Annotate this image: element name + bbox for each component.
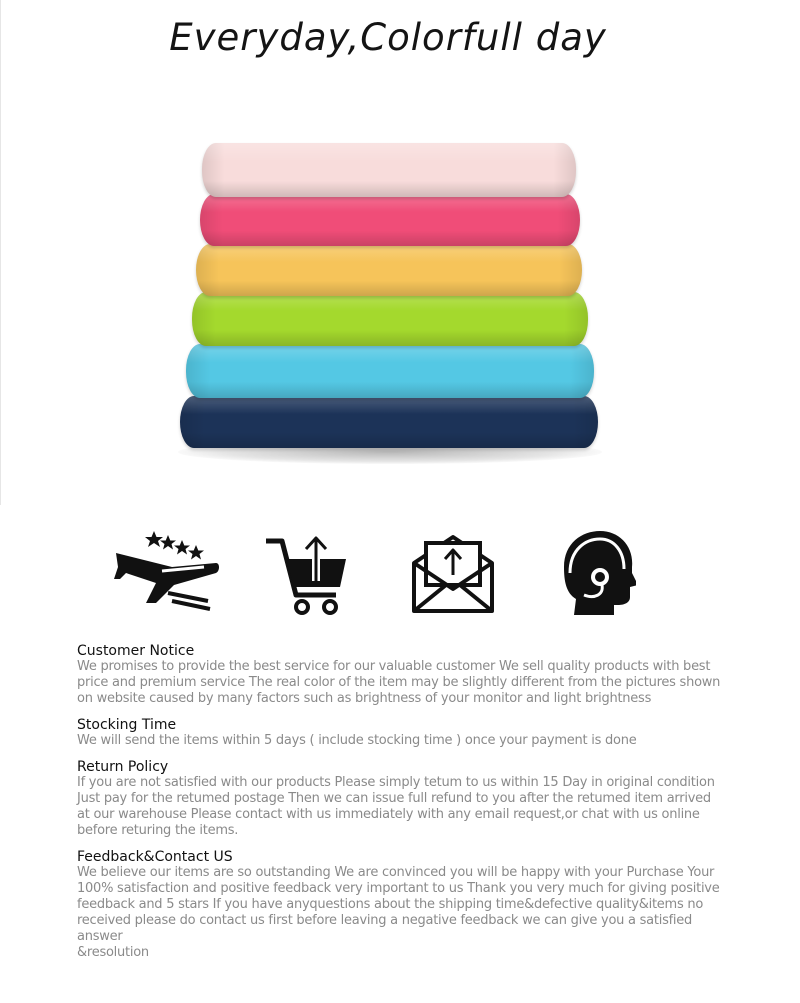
section-line: We promises to provide the best service for our valuable customer We sell quality products with best — [77, 659, 711, 674]
fabric-layer-pink — [200, 194, 580, 246]
section-title: Return Policy — [77, 759, 169, 775]
shipping-plane-icon — [112, 527, 222, 615]
section-line: &resolution — [77, 945, 149, 960]
section-line: We believe our items are so outstanding We are convinced you will be happy with your Purchase Your — [77, 865, 715, 880]
section-title: Stocking Time — [77, 717, 177, 733]
headset-support-icon — [554, 529, 636, 617]
section-line: price and premium service The real color of the item may be slightly different from the pictures shown — [77, 675, 721, 690]
fabric-layer-lime — [192, 292, 588, 346]
fabric-layer-navy — [180, 396, 598, 448]
policy-notes — [77, 643, 727, 971]
customer-notice-section — [77, 643, 727, 707]
section-title: Feedback&Contact US — [77, 849, 233, 865]
section-line: received please do contact us first before leaving a negative feedback we can give you a satisfied answer — [77, 913, 693, 944]
stocking-time-section — [77, 717, 727, 749]
service-icons-row — [0, 525, 800, 625]
section-line: 100% satisfaction and positive feedback very important to us Thank you very much for giving positive — [77, 881, 720, 896]
section-line: If you are not satisfied with our products Please simply tetum to us within 15 Day in original condition — [77, 775, 715, 790]
fabric-layer-blush — [202, 143, 576, 197]
section-line: We will send the items within 5 days ( include stocking time ) once your payment is done — [77, 733, 637, 748]
section-line: Just pay for the retumed postage Then we can issue full refund to you after the retumed item arrived — [77, 791, 711, 806]
section-title: Customer Notice — [77, 643, 195, 659]
fabric-layer-yellow — [196, 244, 582, 296]
section-line: on website caused by many factors such as brightness of your monitor and light brightness — [77, 691, 652, 706]
section-line: feedback and 5 stars If you have anyquestions about the shipping time&defective quality&items no — [77, 897, 704, 912]
return-policy-section — [77, 759, 727, 839]
shopping-cart-upload-icon — [264, 533, 350, 619]
envelope-upload-icon — [410, 529, 496, 615]
section-line: before returing the items. — [77, 823, 239, 838]
headline: Everyday,Colorfull day — [169, 16, 607, 59]
fabric-layer-cyan — [186, 344, 594, 398]
feedback-contact-section — [77, 849, 727, 961]
section-line: at our warehouse Please contact with us immediately with any email request,or chat with us online — [77, 807, 700, 822]
